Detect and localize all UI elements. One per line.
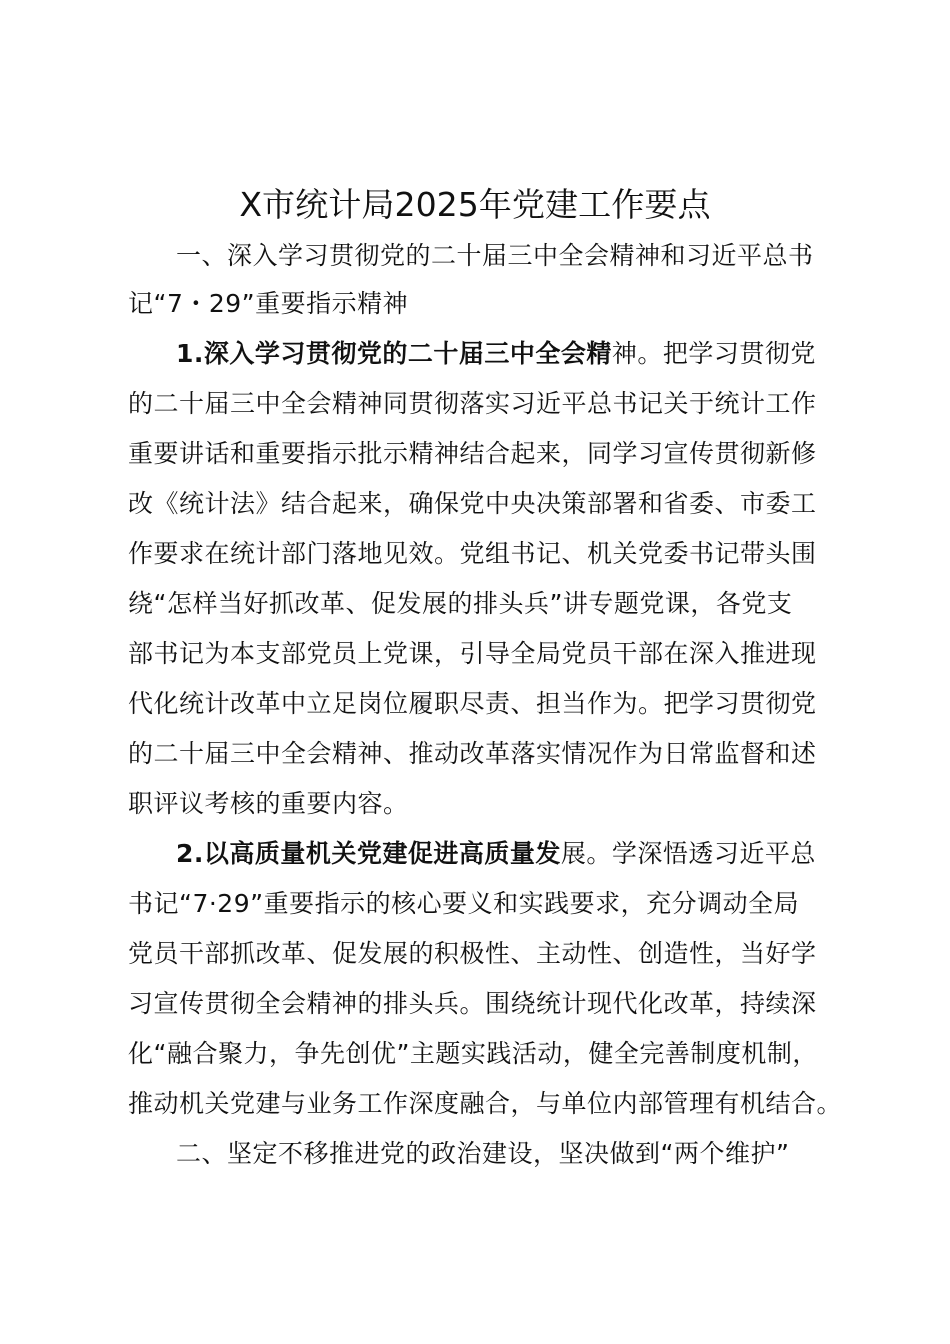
item1-line: 部书记为本支部党员上党课，引导全局党员干部在深入推进现 — [128, 639, 817, 668]
item1-line: 职评议考核的重要内容。 — [128, 789, 409, 818]
item2-line: 书记“7·29”重要指示的核心要义和实践要求，充分调动全局 — [128, 889, 800, 918]
document-title: X市统计局2025年党建工作要点 — [239, 185, 711, 224]
item2-line: 化“融合聚力，争先创优”主题实践活动，健全完善制度机制， — [128, 1039, 818, 1068]
item1-line: 改《统计法》结合起来，确保党中央决策部署和省委、市委工 — [128, 489, 817, 518]
item1-line: 作要求在统计部门落地见效。党组书记、机关党委书记带头围 — [128, 539, 817, 568]
item1-lead-rest: 神。把学习贯彻党 — [611, 339, 816, 368]
section2-heading: 二、坚定不移推进党的政治建设，坚决做到“两个维护” — [176, 1139, 790, 1168]
item1-line: 绕“怎样当好抓改革、促发展的排头兵”讲专题党课，各党支 — [128, 589, 793, 618]
item1-bold-lead: 1.深入学习贯彻党的二十届三中全会精 — [176, 339, 612, 368]
item2-bold-lead: 2.以高质量机关党建促进高质量发 — [176, 839, 561, 868]
item2-line: 推动机关党建与业务工作深度融合，与单位内部管理有机结合。 — [128, 1089, 843, 1118]
item2-lead-rest: 展。学深悟透习近平总 — [560, 839, 816, 868]
item1-first-line — [176, 334, 816, 374]
item1-line: 的二十届三中全会精神同贯彻落实习近平总书记关于统计工作 — [128, 389, 817, 418]
item1-line: 的二十届三中全会精神、推动改革落实情况作为日常监督和述 — [128, 739, 817, 768]
item2-line: 习宣传贯彻全会精神的排头兵。围绕统计现代化改革，持续深 — [128, 989, 817, 1018]
section1-heading-line1: 一、深入学习贯彻党的二十届三中全会精神和习近平总书 — [176, 241, 814, 270]
item2-first-line — [176, 834, 816, 874]
section1-heading-line2: 记“7・29”重要指示精神 — [128, 289, 409, 318]
item2-line: 党员干部抓改革、促发展的积极性、主动性、创造性，当好学 — [128, 939, 817, 968]
item1-line: 重要讲话和重要指示批示精神结合起来，同学习宣传贯彻新修 — [128, 439, 817, 468]
item1-line: 代化统计改革中立足岗位履职尽责、担当作为。把学习贯彻党 — [128, 689, 817, 718]
